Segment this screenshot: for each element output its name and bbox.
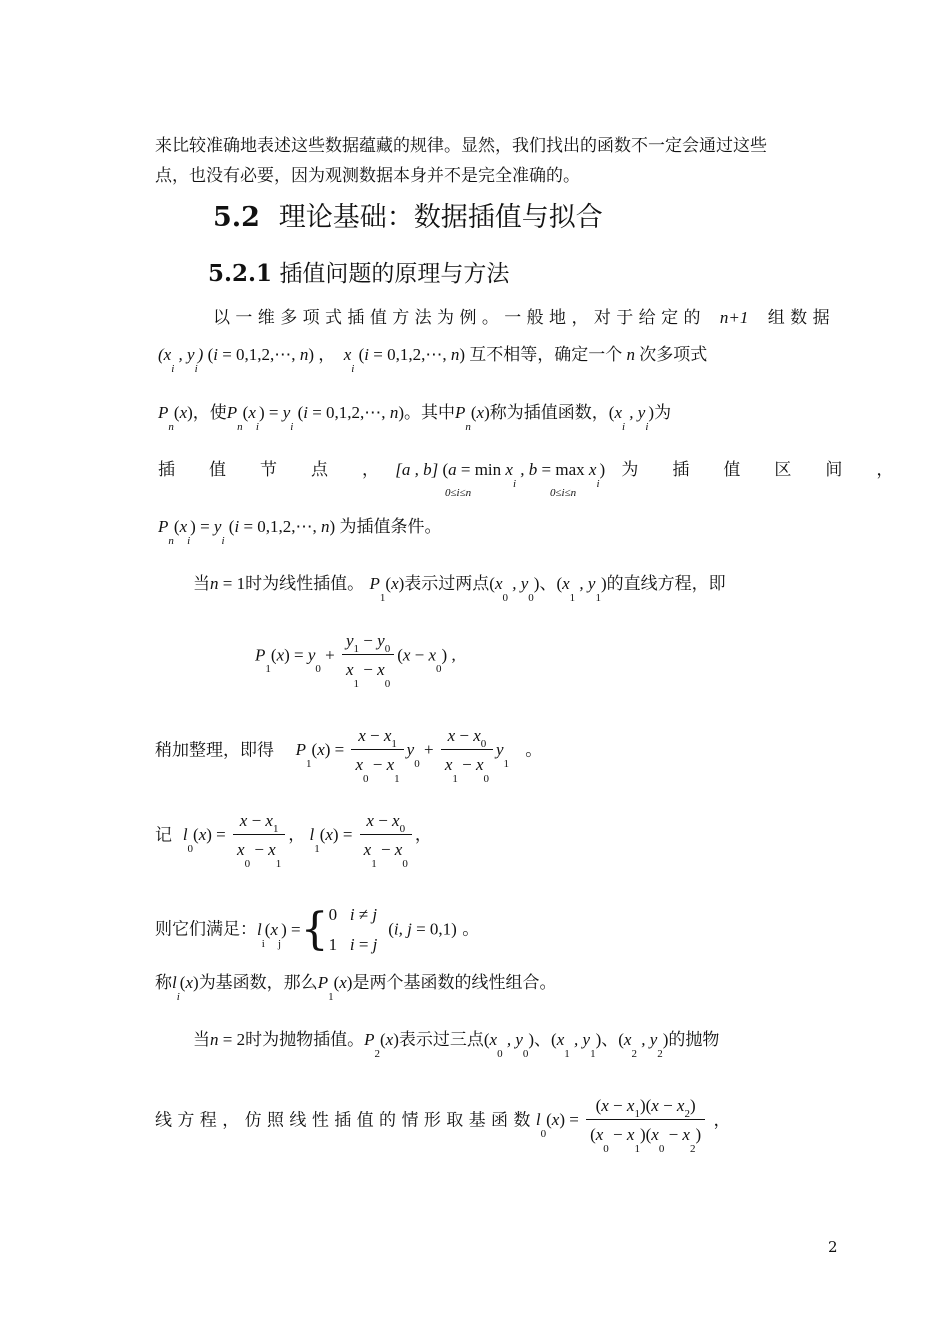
subsection-number: 5.2.1 xyxy=(208,260,273,287)
subsection-title: 插值问题的原理与方法 xyxy=(279,261,510,287)
para-1-line-1: 以 一 维 多 项 式 插 值 方 法 为 例 。 一 般 地 ， 对 于 给 定 的 n+1 组 数 据 xyxy=(213,308,830,328)
page-number: 2 xyxy=(828,1238,838,1256)
document-page: 来比较准确地表述这些数据蕴藏的规律。显然，我们找出的函数不一定会通过这些 点，也没有必要，因为观测数据本身并不是完全准确的。 5.2 理论基础：数据插值与拟合 5.2.1 插值问题的原理与方法 以 一 维 多 项 式 插 值 方 法 为 例 。 一 般 地 ， 对 于 给 定 的 n+1 组 数 据 ($x_i$ , $y_i$) (i = 0,1,2,⋯, n) ， $x_i$ (i = 0,1,2,⋯, n) 互不相等，确定一个 n 次多项式 $P_n(x)$，使$P_n(x_i) = y_i$ (i = 0,1,2,⋯, n)。其中$P_n(x)$称为插值函数，($x_i$ , $y_i$)为 插 值 节 点 ， [a , b] ($a = \min x_i$ , $b = \max x_i$) 为 插 值 区 间 ， 0≤i≤n 0≤i≤n $P_n(x_i) = y_i$ (i = 0,1,2,⋯, n) 为插值条件。 当n = 1时为线性插值。 $P_1(x)$表示过两点($x_0$ , $y_0$)、($x_1$ , $y_1$)的直线方程，即 $P_1(x) = y_0$ + $\frac{y_1 - y_0}{x_1 - x_0}$ $(x - x_0)$ , 稍加整理，即得 $P_1(x)$ = $\frac{x - x_1}{x_0 - x_1}$ $y_0$ + $\frac{x - x_0}{x_1 - x_0}$ $y_1$ 。 记 $l_0(x)$ = $\frac{x - x_1}{x_0 - x_1}$ ， $l_1(x)$ = $\frac{x - x_0}{x_1 - x_0}$ ， 则它们满足：$l_i(x_j) =\{0$ i ≠ j 1 i = j (i, j = 0,1) 。 称$l_i(x)$为基函数，那么$P_1(x)$是两个基函数的线性组合。 当n = 2时为抛物插值。$P_2(x)$表示过三点($x_0$ , $y_0$)、($x_1$ , $y_1$)、($x_2$ , $y_2$)的抛物 线 方 程 ， 仿 照 线 性 插 值 的 情 形 取 基 函 数 $l_0(x)$ = $\frac{(x - x_1)(x - x_2)}{(x_0 - x_1)(x_0 - x_2)}$ ， 2 xyxy=(155,136,894,1256)
section-heading xyxy=(213,195,603,234)
para-1-line-3: $P_n(x)$，使$P_n(x_i) = y_i$ (i = 0,1,2,⋯, n)。其中$P_n(x)$称为插值函数，($x_i$ , $y_i$)为 xyxy=(158,403,672,433)
intro-line-1: 来比较准确地表述这些数据蕴藏的规律。显然，我们找出的函数不一定会通过这些 xyxy=(155,136,767,156)
para-1-line-5: $P_n(x_i) = y_i$ (i = 0,1,2,⋯, n) 为插值条件。 xyxy=(158,517,442,547)
section-number: 5.2 xyxy=(213,202,260,233)
para-1-line-4: 插 值 节 点 ， [a , b] ($a = \min x_i$ , $b = \max x_i$) 为 插 值 区 间 ， xyxy=(158,460,894,490)
para-4-line-1: 当n = 2时为抛物插值。$P_2(x)$表示过三点($x_0$ , $y_0$)、($x_1$ , $y_1$)、($x_2$ , $y_2$)的抛物 xyxy=(193,1030,720,1060)
equation-basis-linear: 记 $l_0(x)$ = $\frac{x - x_1}{x_0 - x_1}$ ， $l_1(x)$ = $\frac{x - x_0}{x_1 - x_0}$ ， xyxy=(155,811,432,870)
equation-kronecker: 则它们满足：$l_i(x_j) =\{0$ i ≠ j 1 i = j (i, j = 0,1) 。 xyxy=(155,904,480,955)
subsection-heading xyxy=(208,255,509,288)
para-4-line-2: 线 方 程 ， 仿 照 线 性 插 值 的 情 形 取 基 函 数 $l_0(x)$ = $\frac{(x - x_1)(x - x_2)}{(x_0 - x_1)(x_0 - x_2)}$ ， xyxy=(155,1096,731,1155)
intro-line-2: 点，也没有必要，因为观测数据本身并不是完全准确的。 xyxy=(155,166,580,186)
equation-linear: $P_1(x) = y_0$ + $\frac{y_1 - y_0}{x_1 - x_0}$ $(x - x_0)$ , xyxy=(255,631,456,690)
equation-rearranged: 稍加整理，即得 $P_1(x)$ = $\frac{x - x_1}{x_0 - x_1}$ $y_0$ + $\frac{x - x_0}{x_1 - x_0}$ $y_1$ 。 xyxy=(155,726,543,785)
section-title: 理论基础：数据插值与拟合 xyxy=(278,202,603,233)
para-3-line-1: 称$l_i(x)$为基函数，那么$P_1(x)$是两个基函数的线性组合。 xyxy=(155,973,557,1003)
para-1-line-2: ($x_i$ , $y_i$) (i = 0,1,2,⋯, n) ， $x_i$ (i = 0,1,2,⋯, n) 互不相等，确定一个 n 次多项式 xyxy=(158,345,708,375)
para-2-line-1: 当n = 1时为线性插值。 $P_1(x)$表示过两点($x_0$ , $y_0$)、($x_1$ , $y_1$)的直线方程，即 xyxy=(193,574,726,604)
